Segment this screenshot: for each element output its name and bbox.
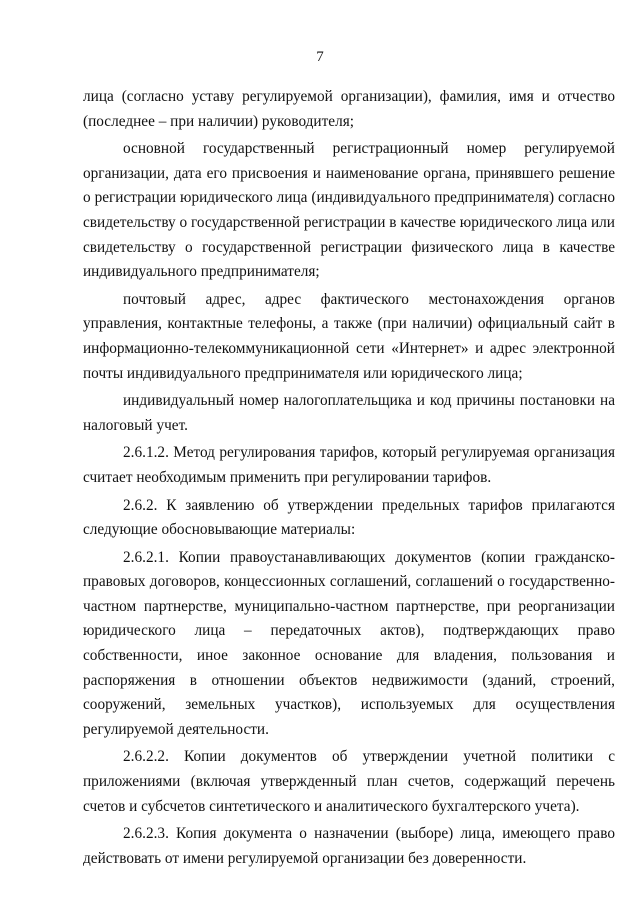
paragraph-2-6-1-2: 2.6.1.2. Метод регулирования тарифов, который регулируемая организация считает необходимым применить при регулировании тарифов. [83,444,615,486]
paragraph-tax-number: индивидуальный номер налогоплательщика и код причины постановки на налоговый учет. [83,392,615,434]
page-number: 7 [316,49,324,65]
paragraph-2-6-2-2: 2.6.2.2. Копии документов об утверждении учетной политики с приложениями (включая утвержденный план счетов, содержащий перечень счетов и субсчетов синтетического и аналитического бухгалтерского учета). [83,748,615,815]
paragraph-director-name: лица (согласно уставу регулируемой организации), фамилия, имя и отчество (последнее – при наличии) руководителя; [83,88,615,130]
paragraph-2-6-2-1: 2.6.2.1. Копии правоустанавливающих документов (копии гражданско-правовых договоров, концессионных соглашений, соглашений о государственно-частном партнерстве, муниципально-частном партнерстве, при реорганизации юридического лица – передаточных актов), подтверждающих право собственности, иное законное основание для владения, пользования и распоряжения в отношении объектов недвижимости (зданий, строений, сооружений, земельных участков), используемых для осуществления регулируемой деятельности. [83,548,615,738]
paragraph-registration-number: основной государственный регистрационный номер регулируемой организации, дата его присвоения и наименование органа, принявшего решение о регистрации юридического лица (индивидуального предпринимателя) согласно свидетельству о государственной регистрации в качестве юридического лица или свидетельству о государственной регистрации физического лица в качестве индивидуального предпринимателя; [83,140,615,281]
paragraph-2-6-2-3: 2.6.2.3. Копия документа о назначении (выборе) лица, имеющего право действовать от имени регулируемой организации без доверенности. [83,825,615,867]
paragraph-address-contacts: почтовый адрес, адрес фактического местонахождения органов управления, контактные телефоны, а также (при наличии) официальный сайт в информационно-телекоммуникационной сети «Интернет» и адрес электронной почты индивидуального предпринимателя или юридического лица; [83,290,615,382]
paragraph-2-6-2: 2.6.2. К заявлению об утверждении предельных тарифов прилагаются следующие обосновывающие материалы: [83,496,615,539]
page-body [83,85,615,874]
